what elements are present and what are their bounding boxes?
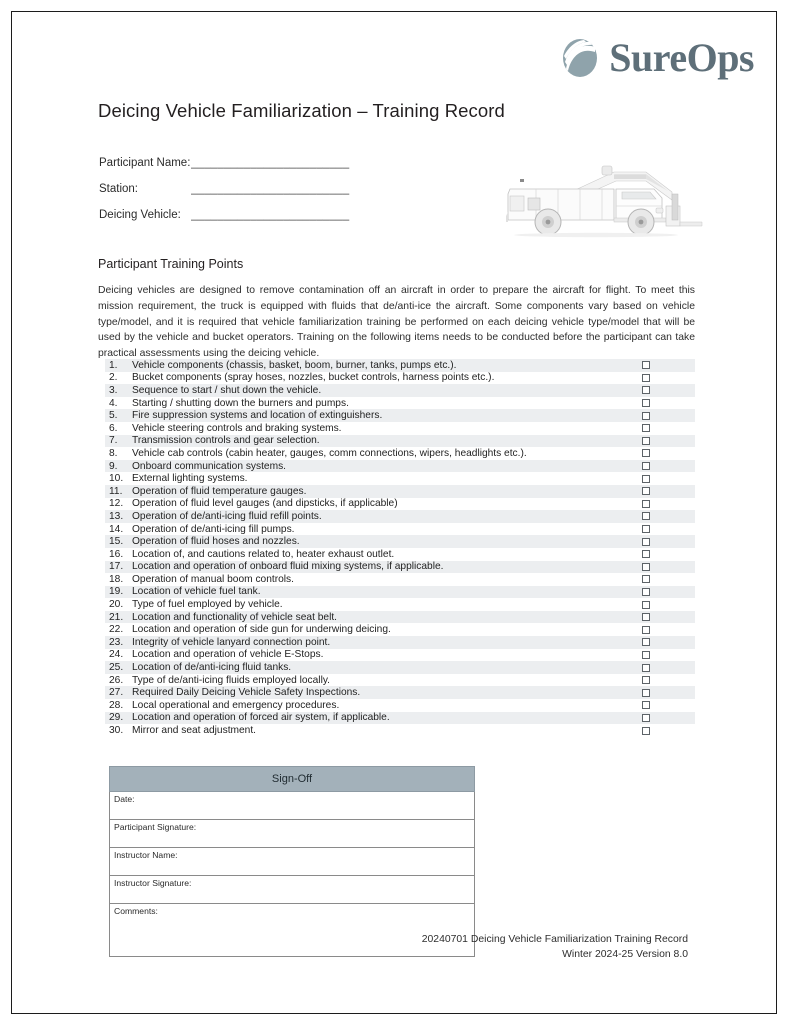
checklist-item-label: Vehicle steering controls and braking systems.: [132, 422, 342, 434]
training-points-heading: Participant Training Points: [98, 257, 244, 271]
checklist-item-label: Local operational and emergency procedures.: [132, 699, 340, 711]
checklist-item-checkbox[interactable]: [642, 714, 650, 722]
checklist-item-number: 3.: [109, 384, 118, 396]
checklist-item-checkbox[interactable]: [642, 361, 650, 369]
brand-name: SureOps: [609, 35, 754, 80]
checklist-item-checkbox[interactable]: [642, 487, 650, 495]
checklist-row: [105, 586, 695, 599]
checklist-item-label: Location and operation of vehicle E-Stops.: [132, 649, 324, 661]
checklist-item-label: Sequence to start / shut down the vehicle.: [132, 384, 322, 396]
document-page: [11, 11, 777, 1014]
checklist-row: [105, 724, 695, 737]
checklist-item-number: 4.: [109, 397, 118, 409]
checklist-item-number: 8.: [109, 447, 118, 459]
checklist-row: [105, 422, 695, 435]
checklist-row: [105, 510, 695, 523]
deicing-truck-photo: [496, 148, 708, 240]
participant-name-label: Participant Name:: [99, 157, 191, 169]
checklist-row: [105, 485, 695, 498]
signoff-cell-instructor-signature[interactable]: Instructor Signature:: [110, 876, 475, 904]
footer-line-2: Winter 2024-25 Version 8.0: [562, 949, 688, 961]
checklist-item-number: 21.: [109, 611, 124, 623]
checklist-item-number: 25.: [109, 662, 124, 674]
checklist-item-number: 17.: [109, 561, 124, 573]
checklist-item-checkbox[interactable]: [642, 664, 650, 672]
participant-fields: [99, 157, 399, 235]
checklist-item-label: External lighting systems.: [132, 473, 248, 485]
checklist-item-checkbox[interactable]: [642, 500, 650, 508]
checklist-row: [105, 661, 695, 674]
checklist-row: [105, 573, 695, 586]
signoff-cell-comments[interactable]: Comments:: [110, 904, 475, 957]
checklist-item-number: 5.: [109, 410, 118, 422]
checklist-item-checkbox[interactable]: [642, 727, 650, 735]
station-label: Station:: [99, 183, 138, 195]
checklist-item-checkbox[interactable]: [642, 588, 650, 596]
checklist-item-checkbox[interactable]: [642, 374, 650, 382]
checklist-row: [105, 712, 695, 725]
checklist-item-label: Location of de/anti-icing fluid tanks.: [132, 662, 292, 674]
checklist-item-number: 23.: [109, 636, 124, 648]
checklist-item-number: 19.: [109, 586, 124, 598]
checklist-item-checkbox[interactable]: [642, 475, 650, 483]
checklist-row: [105, 674, 695, 687]
checklist-item-checkbox[interactable]: [642, 563, 650, 571]
checklist-item-number: 20.: [109, 599, 124, 611]
checklist-row: [105, 535, 695, 548]
page-title: Deicing Vehicle Familiarization – Training Record: [98, 100, 505, 121]
checklist-row: [105, 472, 695, 485]
checklist-item-label: Vehicle cab controls (cabin heater, gauges, comm connections, wipers, headlights etc.).: [132, 447, 527, 459]
signoff-cell-date[interactable]: Date:: [110, 792, 475, 820]
checklist-row: [105, 397, 695, 410]
checklist-row: [105, 359, 695, 372]
checklist-item-checkbox[interactable]: [642, 550, 650, 558]
checklist-item-label: Integrity of vehicle lanyard connection point.: [132, 636, 331, 648]
checklist-item-number: 1.: [109, 359, 118, 371]
signoff-header-cell: Sign-Off: [110, 767, 475, 792]
checklist-row: [105, 372, 695, 385]
checklist-item-label: Operation of fluid level gauges (and dipsticks, if applicable): [132, 498, 398, 510]
checklist-item-number: 13.: [109, 510, 124, 522]
signoff-cell-instructor-name[interactable]: Instructor Name:: [110, 848, 475, 876]
checklist-row: [105, 460, 695, 473]
checklist-item-number: 6.: [109, 422, 118, 434]
training-checklist: [105, 359, 695, 737]
checklist-item-label: Type of fuel employed by vehicle.: [132, 599, 283, 611]
checklist-item-checkbox[interactable]: [642, 399, 650, 407]
brand-logo: [559, 37, 754, 79]
sphere-swoosh-logo-icon: [559, 37, 601, 79]
checklist-item-checkbox[interactable]: [642, 462, 650, 470]
checklist-item-checkbox[interactable]: [642, 412, 650, 420]
checklist-row: [105, 548, 695, 561]
checklist-item-checkbox[interactable]: [642, 651, 650, 659]
signoff-cell-participant-signature[interactable]: Participant Signature:: [110, 820, 475, 848]
checklist-item-number: 27.: [109, 687, 124, 699]
participant-name-input[interactable]: ________________________: [191, 157, 350, 169]
checklist-item-number: 12.: [109, 498, 124, 510]
checklist-item-label: Location of vehicle fuel tank.: [132, 586, 261, 598]
checklist-item-label: Mirror and seat adjustment.: [132, 725, 257, 737]
checklist-item-number: 28.: [109, 699, 124, 711]
checklist-item-label: Location and operation of side gun for underwing deicing.: [132, 624, 391, 636]
checklist-item-label: Location of, and cautions related to, heater exhaust outlet.: [132, 548, 395, 560]
signoff-table: [109, 766, 475, 957]
signoff-row-participant-signature: [110, 820, 475, 848]
checklist-item-checkbox[interactable]: [642, 638, 650, 646]
checklist-row: [105, 409, 695, 422]
deicing-vehicle-label: Deicing Vehicle:: [99, 209, 181, 221]
checklist-item-number: 2.: [109, 372, 118, 384]
signoff-row-date: [110, 792, 475, 820]
participant-name-row: [99, 157, 399, 183]
checklist-item-checkbox[interactable]: [642, 424, 650, 432]
deicing-vehicle-row: [99, 209, 399, 235]
checklist-item-checkbox[interactable]: [642, 449, 650, 457]
signoff-body: [110, 792, 475, 957]
checklist-item-label: Location and operation of onboard fluid mixing systems, if applicable.: [132, 561, 444, 573]
checklist-item-checkbox[interactable]: [642, 538, 650, 546]
checklist-item-checkbox[interactable]: [642, 386, 650, 394]
checklist-row: [105, 686, 695, 699]
deicing-vehicle-input[interactable]: ________________________: [191, 209, 350, 221]
checklist-item-number: 10.: [109, 473, 124, 485]
checklist-item-checkbox[interactable]: [642, 437, 650, 445]
checklist-item-number: 11.: [109, 485, 123, 497]
checklist-row: [105, 699, 695, 712]
checklist-item-checkbox[interactable]: [642, 689, 650, 697]
checklist-item-label: Fire suppression systems and location of extinguishers.: [132, 410, 383, 422]
checklist-row: [105, 561, 695, 574]
checklist-item-number: 24.: [109, 649, 124, 661]
checklist-item-checkbox[interactable]: [642, 626, 650, 634]
checklist-row: [105, 498, 695, 511]
checklist-item-number: 14.: [109, 523, 124, 535]
checklist-item-label: Operation of de/anti-icing fill pumps.: [132, 523, 295, 535]
document-footer: [422, 932, 688, 963]
checklist-item-checkbox[interactable]: [642, 575, 650, 583]
checklist-item-number: 18.: [109, 573, 124, 585]
checklist-item-label: Bucket components (spray hoses, nozzles, bucket controls, harness points etc.).: [132, 372, 495, 384]
checklist-item-label: Operation of fluid hoses and nozzles.: [132, 536, 300, 548]
checklist-item-label: Required Daily Deicing Vehicle Safety Inspections.: [132, 687, 361, 699]
footer-line-1: 20240701 Deicing Vehicle Familiarization Training Record: [421, 933, 688, 945]
checklist-item-number: 30.: [109, 725, 124, 737]
checklist-item-number: 16.: [109, 548, 124, 560]
checklist-item-number: 9.: [109, 460, 118, 472]
checklist-item-label: Vehicle components (chassis, basket, boom, burner, tanks, pumps etc.).: [132, 359, 457, 371]
checklist-item-checkbox[interactable]: [642, 512, 650, 520]
checklist-item-label: Transmission controls and gear selection.: [132, 435, 320, 447]
checklist-item-checkbox[interactable]: [642, 613, 650, 621]
checklist-item-label: Onboard communication systems.: [132, 460, 287, 472]
checklist-item-number: 7.: [109, 435, 118, 447]
checklist-item-label: Location and operation of forced air system, if applicable.: [132, 712, 390, 724]
checklist-row: [105, 636, 695, 649]
checklist-item-number: 15.: [109, 536, 124, 548]
training-intro-paragraph: Deicing vehicles are designed to remove contamination off an aircraft in order to prepare the aircraft for flight. To meet this mission requirement, the truck is equipped with fluids that de/anti-ice the aircraft. Some components vary based on vehicle type/model, and it is required that vehicle familiarization training be performed on each deicing vehicle type/model that will be used by the vehicle and bucket operators. Training on the following items needs to be conducted before the participant can take practical assessments using the deicing vehicle.: [98, 285, 695, 360]
checklist-item-checkbox[interactable]: [642, 525, 650, 533]
checklist-item-checkbox[interactable]: [642, 676, 650, 684]
checklist-item-label: Operation of de/anti-icing fluid refill points.: [132, 510, 322, 522]
checklist-item-label: Type of de/anti-icing fluids employed locally.: [132, 674, 331, 686]
checklist-row: [105, 611, 695, 624]
checklist-item-checkbox[interactable]: [642, 701, 650, 709]
checklist-row: [105, 384, 695, 397]
checklist-item-number: 29.: [109, 712, 124, 724]
checklist-row: [105, 523, 695, 536]
checklist-item-number: 26.: [109, 674, 124, 686]
signoff-row-instructor-name: [110, 848, 475, 876]
checklist-item-label: Operation of fluid temperature gauges.: [132, 485, 307, 497]
station-row: [99, 183, 399, 209]
checklist-row: [105, 447, 695, 460]
checklist-item-number: 22.: [109, 624, 124, 636]
signoff-header-row: [110, 767, 475, 792]
checklist-row: [105, 649, 695, 662]
checklist-row: [105, 435, 695, 448]
checklist-item-label: Location and functionality of vehicle seat belt.: [132, 611, 338, 623]
checklist-item-label: Starting / shutting down the burners and pumps.: [132, 397, 349, 409]
checklist-item-checkbox[interactable]: [642, 601, 650, 609]
checklist-row: [105, 623, 695, 636]
checklist-row: [105, 598, 695, 611]
checklist-item-label: Operation of manual boom controls.: [132, 573, 294, 585]
station-input[interactable]: ________________________: [191, 183, 350, 195]
signoff-row-instructor-signature: [110, 876, 475, 904]
signoff-row-comments: [110, 904, 475, 957]
